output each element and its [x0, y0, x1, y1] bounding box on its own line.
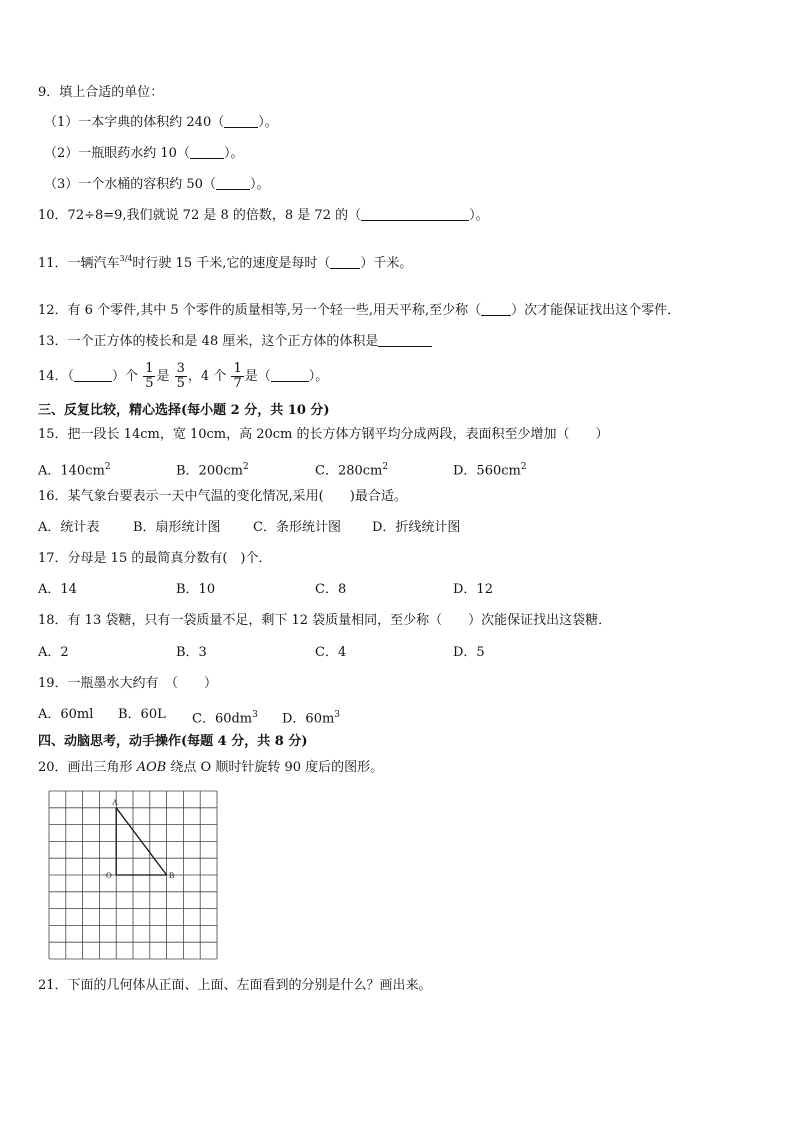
- q14: 14．（ ）个 $\frac{1}{5}$ 是 $\frac{3}{5}$ ，4 个 $\frac{1}{7}$ 是（ ）。: [38, 361, 329, 391]
- q15-stem: 15．把一段长 14cm，宽 10cm，高 20cm 的长方体方钢平均分成两段，表面积至少增加（ ）: [38, 427, 609, 442]
- q19-option-b[interactable]: B．60L: [118, 707, 166, 722]
- q18-option-a[interactable]: A．2: [38, 645, 69, 660]
- point-label-o: O: [106, 871, 112, 880]
- answer-blank[interactable]: [74, 368, 112, 382]
- section-four-title: 四、动脑思考，动手操作(每题 4 分，共 8 分): [38, 734, 308, 749]
- q11: 11．一辆汽车$^{3/4}$时行驶 15 千米,它的速度是每时（ ）千米。: [38, 254, 413, 271]
- q18-option-b[interactable]: B．3: [176, 645, 207, 660]
- q16-option-b[interactable]: B．扇形统计图: [133, 520, 221, 535]
- rotation-grid[interactable]: [48, 790, 220, 966]
- fraction-three-quarters: 3/4: [119, 254, 133, 263]
- q19-option-a[interactable]: A．60ml: [38, 707, 94, 722]
- answer-blank[interactable]: [216, 176, 250, 190]
- grid-svg: [48, 790, 220, 962]
- answer-blank[interactable]: [190, 145, 224, 159]
- answer-blank[interactable]: [481, 302, 511, 316]
- q15-option-b[interactable]: B．$200cm^2$: [176, 462, 249, 479]
- q15-option-a[interactable]: A．$140cm^2$: [38, 462, 111, 479]
- section-three-title: 三、反复比较，精心选择(每小题 2 分，共 10 分): [38, 403, 330, 418]
- q21-stem: 21．下面的几何体从正面、上面、左面看到的分别是什么？画出来。: [38, 978, 432, 993]
- fraction-three-fifths: $\frac{3}{5}$: [176, 361, 185, 391]
- fraction-one-fifth: $\frac{1}{5}$: [145, 361, 154, 391]
- q20-stem: 20．画出三角形 AOB 绕点 O 顺时针旋转 90 度后的图形。: [38, 760, 384, 775]
- q12: 12．有 6 个零件,其中 5 个零件的质量相等,另一个轻一些,用天平称,至少称（ ）次才能保证找出这个零件．: [38, 303, 681, 318]
- q16-option-a[interactable]: A．统计表: [38, 520, 100, 535]
- answer-blank[interactable]: [271, 368, 309, 382]
- q17-option-d[interactable]: D．12: [453, 582, 493, 597]
- q17-option-b[interactable]: B．10: [176, 582, 216, 597]
- q16-option-d[interactable]: D．折线统计图: [372, 520, 461, 535]
- q15-option-d[interactable]: D．$560cm^2$: [453, 462, 527, 479]
- q15-option-c[interactable]: C．$280cm^2$: [315, 462, 389, 479]
- q9-item-3: （3）一个水桶的容积约 50（ ）。: [44, 177, 270, 192]
- q16-stem: 16．某气象台要表示一天中气温的变化情况,采用( )最合适。: [38, 489, 407, 504]
- q18-option-d[interactable]: D．5: [453, 645, 485, 660]
- fraction-one-seventh: $\frac{1}{7}$: [233, 361, 242, 391]
- q18-stem: 18．有 13 袋糖，只有一袋质量不足，剩下 12 袋质量相同，至少称（ ）次能保证找出这袋糖．: [38, 613, 612, 628]
- q19-stem: 19．一瓶墨水大约有 （ ）: [38, 676, 218, 691]
- point-label-a: A: [112, 798, 118, 807]
- answer-blank[interactable]: [378, 333, 432, 347]
- answer-blank[interactable]: [224, 114, 258, 128]
- q19-option-d[interactable]: D．$60m^3$: [282, 710, 341, 727]
- q18-option-c[interactable]: C．4: [315, 645, 347, 660]
- q17-option-a[interactable]: A．14: [38, 582, 77, 597]
- q10: 10．72÷8=9,我们就说 72 是 8 的倍数，8 是 72 的（ ）。: [38, 208, 489, 223]
- q19-option-c[interactable]: C．$60dm^3$: [192, 710, 258, 727]
- q13: 13．一个正方体的棱长和是 48 厘米，这个正方体的体积是: [38, 333, 432, 351]
- answer-blank[interactable]: [330, 255, 360, 269]
- q9-item-1: （1）一本字典的体积约 240（ ）。: [44, 115, 278, 130]
- q9-item-2: （2）一瓶眼药水约 10（ ）。: [44, 146, 244, 161]
- answer-blank[interactable]: [361, 207, 469, 221]
- q17-stem: 17．分母是 15 的最简真分数有( )个．: [38, 551, 272, 566]
- q17-option-c[interactable]: C．8: [315, 582, 347, 597]
- point-label-b: B: [169, 871, 175, 880]
- q16-option-c[interactable]: C．条形统计图: [253, 520, 341, 535]
- q9-stem: 9．填上合适的单位：: [38, 85, 164, 100]
